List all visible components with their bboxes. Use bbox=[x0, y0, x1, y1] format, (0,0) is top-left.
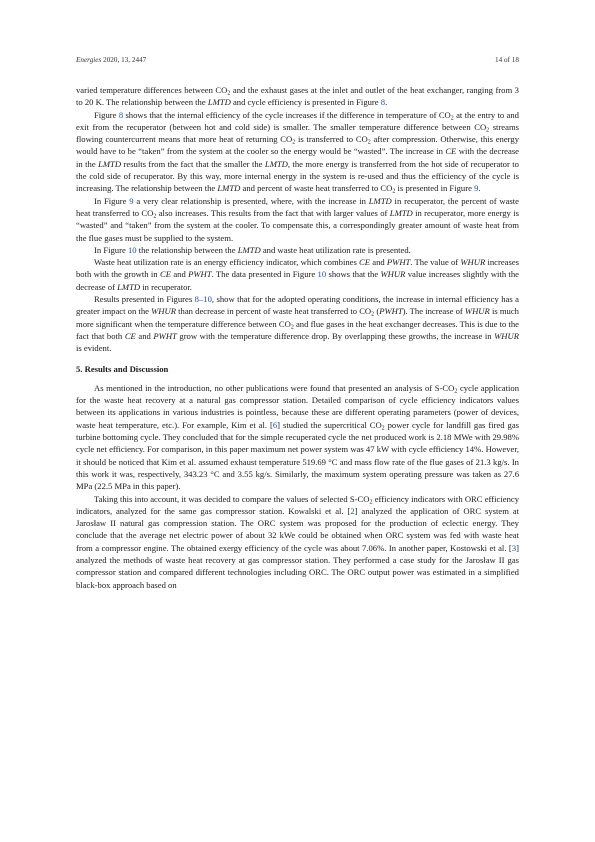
page-number: 14 of 18 bbox=[495, 56, 519, 64]
figure-link[interactable]: 9 bbox=[129, 195, 134, 206]
figure-link[interactable]: 10 bbox=[203, 294, 212, 305]
figure-link[interactable]: 8 bbox=[194, 294, 199, 305]
paragraph-6: Results presented in Figures 8–10, show that for the adopted operating conditions, the increase in internal efficiency has a greater impact on the WHUR than decrease in percent of waste heat transferred to $CO_2$ (PWHT). The increase of WHUR is much more significant when the temperature difference between $CO_2$ and flue gases in the heat exchanger decreases. This is due to the fact that both CE and PWHT grow with the temperature difference drop. By overlapping these growths, the increase in WHUR is evident. bbox=[76, 294, 520, 354]
paragraph-7: As mentioned in the introduction, no other publications were found that presented an analysis of $S-CO_2$ cycle application for the waste heat recovery at a natural gas compressor station. Detailed comparison of cycle efficiency indicators values between its applications in various industries is pointless, because these are different operating parameters (power of devices, waste heat temperature, etc.). For example, Kim et al. [6] studied the supercritical $CO_2$ power cycle for landfill gas fired gas turbine bottoming cycle. They concluded that for the simple recuperated cycle the net produced work is 2.18 MWe with 29.98% cycle net efficiency. For comparison, in this paper maximum net power system was 47 kW with cycle efficiency 14%. However, it should be noticed that Kim et al. assumed exhaust temperature 519.69 °C and mass flow rate of the flue gases of 21.3 kg/s. In this work it was, respectively, 343.23 °C and 3.55 kg/s. Similarly, the maximum system operating pressure was taken as 27.6 MPa (22.5 MPa in this paper). bbox=[76, 382, 520, 492]
figure-link[interactable]: 8 bbox=[380, 97, 386, 108]
citation-link[interactable]: 6 bbox=[272, 419, 278, 430]
figure-link[interactable]: 10 bbox=[127, 244, 137, 255]
journal-name: Energies bbox=[76, 56, 102, 64]
running-header bbox=[76, 56, 519, 64]
figure-link[interactable]: 9 bbox=[474, 183, 479, 194]
paragraph-4: In Figure 10 the relationship between the LMTD and waste heat utilization rate is presented. bbox=[94, 244, 411, 255]
paragraph-8: Taking this into account, it was decided to compare the values of selected $S-CO_2$ efficiency indicators with ORC efficiency indicators, analyzed for the same gas compressor station. Kowalski et al. [2] analyzed the application of ORC system at Jarosław II natural gas compression station. The ORC system was proposed for the production of eclectic energy. They conclude that the average net electric power of about 32 kWe could be obtained when ORC system was fed with waste heat from a compressor engine. The obtained exergy efficiency of the cycle was about 7.06%. In another paper, Kostowski et al. [3] analyzed the methods of waste heat recovery at gas compressor station. They performed a case study for the Jarosław II gas compressor station and compared different technologies including ORC. The ORC output power was estimated in a simplified black-box approach based on bbox=[76, 493, 519, 590]
citation-link[interactable]: 3 bbox=[511, 542, 517, 553]
body-text bbox=[76, 84, 519, 591]
figure-link[interactable]: 10 bbox=[317, 269, 327, 280]
figure-link[interactable]: 8 bbox=[118, 109, 124, 120]
paragraph-1: varied temperature differences between $CO_2$ and the exhaust gases at the inlet and outlet of the heat exchanger, ranging from 3 to 20 K. The relationship between the LMTD and cycle efficiency is presented in Figure 8. bbox=[76, 85, 519, 108]
section-heading: 5. Results and Discussion bbox=[76, 363, 169, 374]
journal-citation bbox=[76, 56, 146, 64]
citation-link[interactable]: 2 bbox=[350, 505, 355, 516]
paragraph-2: Figure 8 shows that the internal efficiency of the cycle increases if the difference in temperature of $CO_2$ at the entry to and exit from the recuperator (between hot and cold side) is smaller. The smaller temperature difference between $CO_2$ streams flowing countercurrent means that more heat of returning $CO_2$ is transferred to $CO_2$ after compression. Otherwise, this energy would have to be “taken” from the system at the cooler so the energy would be “wasted”. The increase in CE with the decrease in the LMTD results from the fact that the smaller the LMTD, the more energy is transferred from the hot side of recuperator to the cold side of recuperator. By this way, more internal energy in the system is re-used and thus the efficiency of the cycle is increasing. The relationship between the LMTD and percent of waste heat transferred to $CO_2$ is presented in Figure 9. bbox=[76, 109, 519, 195]
paragraph-5: Waste heat utilization rate is an energy efficiency indicator, which combines CE and PWHT. The value of WHUR increases both with the growth in CE and PWHT. The data presented in Figure 10 shows that the WHUR value increases slightly with the decrease of LMTD in recuperator. bbox=[76, 257, 519, 292]
citation-info: 2020, 13, 2447 bbox=[103, 56, 147, 64]
paragraph-3: In Figure 9 a very clear relationship is presented, where, with the increase in LMTD in recuperator, the percent of waste heat transferred to $CO_2$ also increases. This results from the fact that with larger values of LMTD in recuperator, more energy is “wasted” and “taken” from the system at the cooler. To compensate this, a correspondingly greater amount of waste heat from the flue gases must be supplied to the system. bbox=[76, 195, 519, 243]
